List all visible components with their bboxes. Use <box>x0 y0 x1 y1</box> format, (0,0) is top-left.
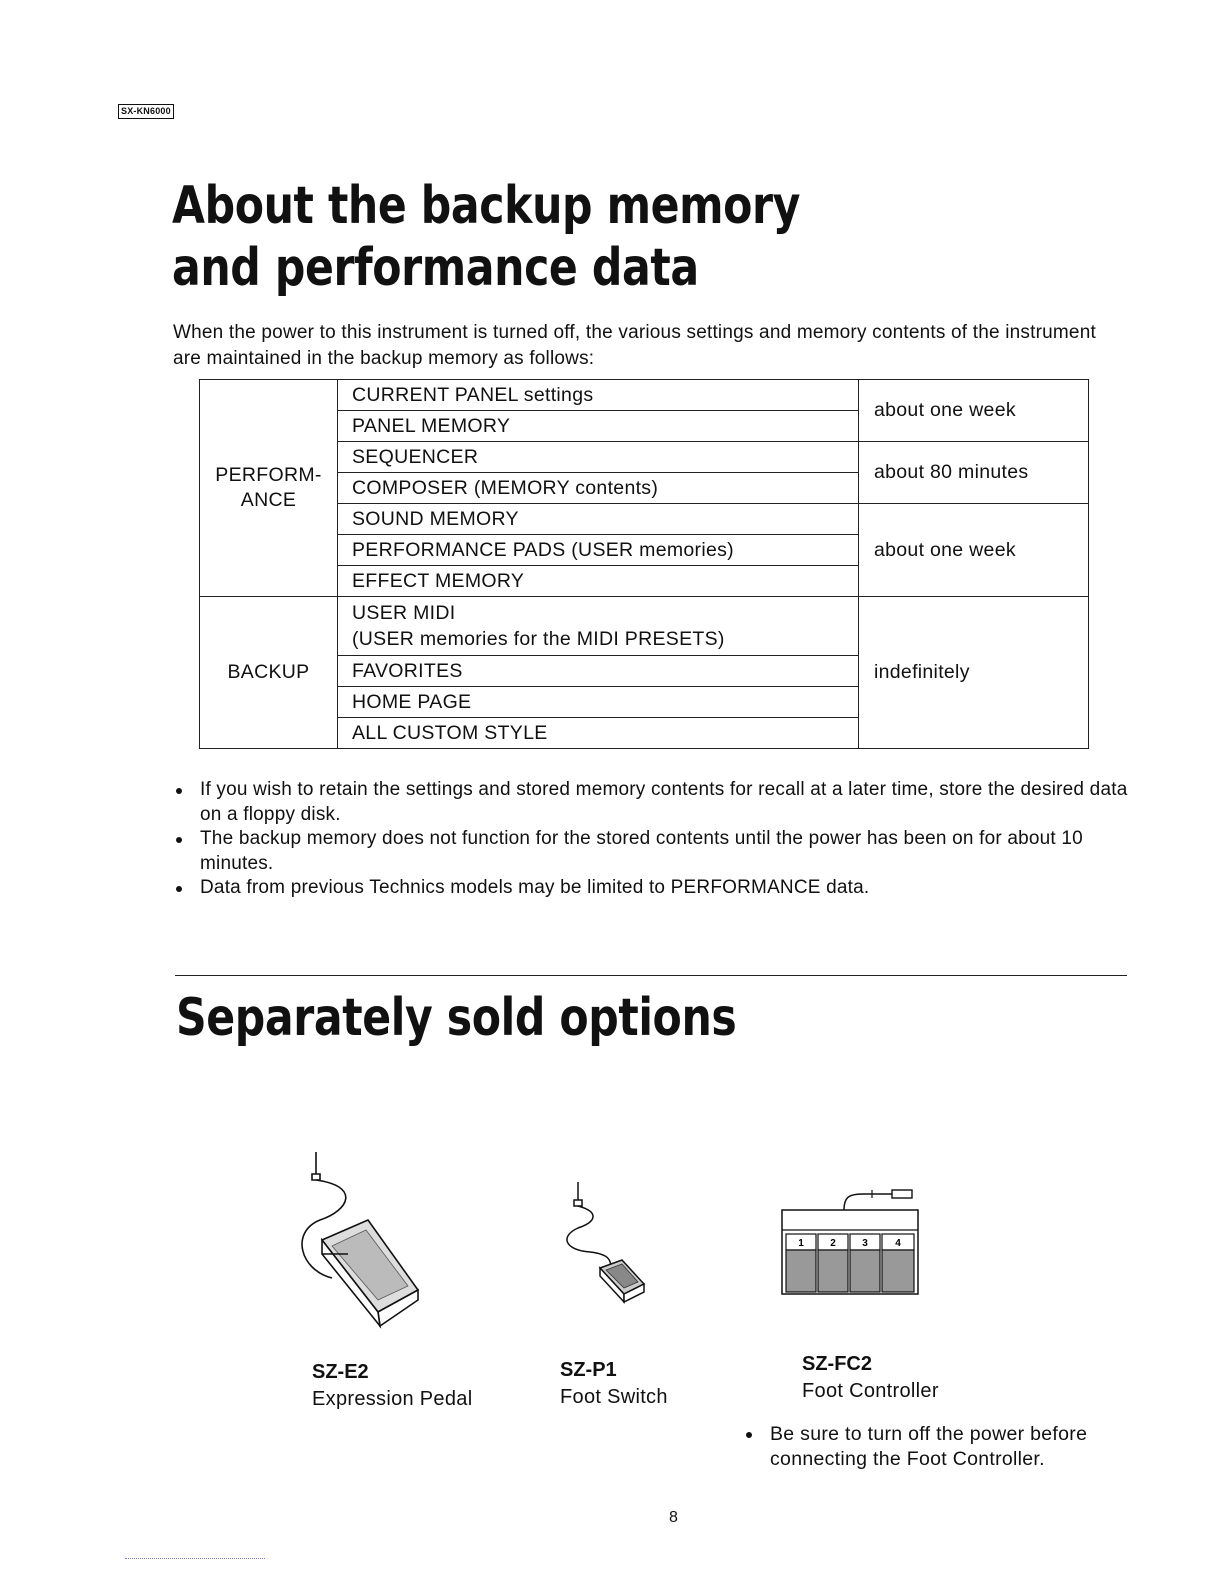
table-item: PANEL MEMORY <box>338 411 859 442</box>
page-number: 8 <box>669 1509 678 1526</box>
table-item: FAVORITES <box>338 656 859 687</box>
duration-cell: about 80 minutes <box>859 442 1089 504</box>
table-item: ALL CUSTOM STYLE <box>338 718 859 749</box>
table-item: SEQUENCER <box>338 442 859 473</box>
expression-pedal-image <box>290 1150 430 1340</box>
option-code: SZ-P1 <box>560 1359 617 1381</box>
intro-paragraph: When the power to this instrument is turned off, the various settings and memory contents of the instrument are maintained in the backup memory as follows: <box>173 322 1096 369</box>
duration-cell: about one week <box>859 380 1089 442</box>
duration-cell: indefinitely <box>859 597 1089 749</box>
table-item: COMPOSER (MEMORY contents) <box>338 473 859 504</box>
option-code: SZ-E2 <box>312 1361 369 1383</box>
foot-controller-image <box>780 1186 920 1298</box>
scan-artifact-line <box>125 1558 265 1559</box>
section-divider <box>175 975 1127 976</box>
backup-title-line1: About the backup memory <box>172 176 801 236</box>
duration-cell: about one week <box>859 504 1089 597</box>
table-row <box>200 380 1089 411</box>
option-name: Foot Switch <box>560 1386 668 1408</box>
table-item: EFFECT MEMORY <box>338 566 859 597</box>
note-item: Data from previous Technics models may be limited to PERFORMANCE data. <box>172 876 1132 901</box>
table-item: CURRENT PANEL settings <box>338 380 859 411</box>
pedal-label: 2 <box>830 1238 836 1249</box>
option-name: Foot Controller <box>802 1380 939 1402</box>
note-item: The backup memory does not function for the stored contents until the power has been on for about 10 minutes. <box>172 827 1132 876</box>
group-backup: BACKUP <box>200 597 338 749</box>
option-foot-switch <box>560 1356 668 1410</box>
table-item: SOUND MEMORY <box>338 504 859 535</box>
table-item: HOME PAGE <box>338 687 859 718</box>
option-code: SZ-FC2 <box>802 1353 872 1375</box>
foot-controller-note: Be sure to turn off the power before connecting the Foot Controller. <box>742 1422 1170 1471</box>
pedal-label: 3 <box>862 1238 868 1249</box>
option-foot-controller <box>802 1350 939 1404</box>
pedal-label: 4 <box>895 1238 901 1249</box>
backup-memory-table <box>199 379 1089 749</box>
group-performance: PERFORM- ANCE <box>200 380 338 597</box>
option-expression-pedal <box>312 1358 472 1412</box>
model-tag: SX-KN6000 <box>118 104 174 119</box>
table-item: PERFORMANCE PADS (USER memories) <box>338 535 859 566</box>
table-item: USER MIDI (USER memories for the MIDI PRESETS) <box>338 597 859 656</box>
pedal-label: 1 <box>798 1238 804 1249</box>
note-item: If you wish to retain the settings and stored memory contents for recall at a later time, store the desired data on a floppy disk. <box>172 778 1132 827</box>
foot-switch-image <box>560 1180 660 1310</box>
option-name: Expression Pedal <box>312 1388 473 1410</box>
options-title: Separately sold options <box>176 988 737 1048</box>
table-row <box>200 597 1089 656</box>
backup-title-line2: and performance data <box>172 238 699 298</box>
notes-list <box>172 778 1132 901</box>
